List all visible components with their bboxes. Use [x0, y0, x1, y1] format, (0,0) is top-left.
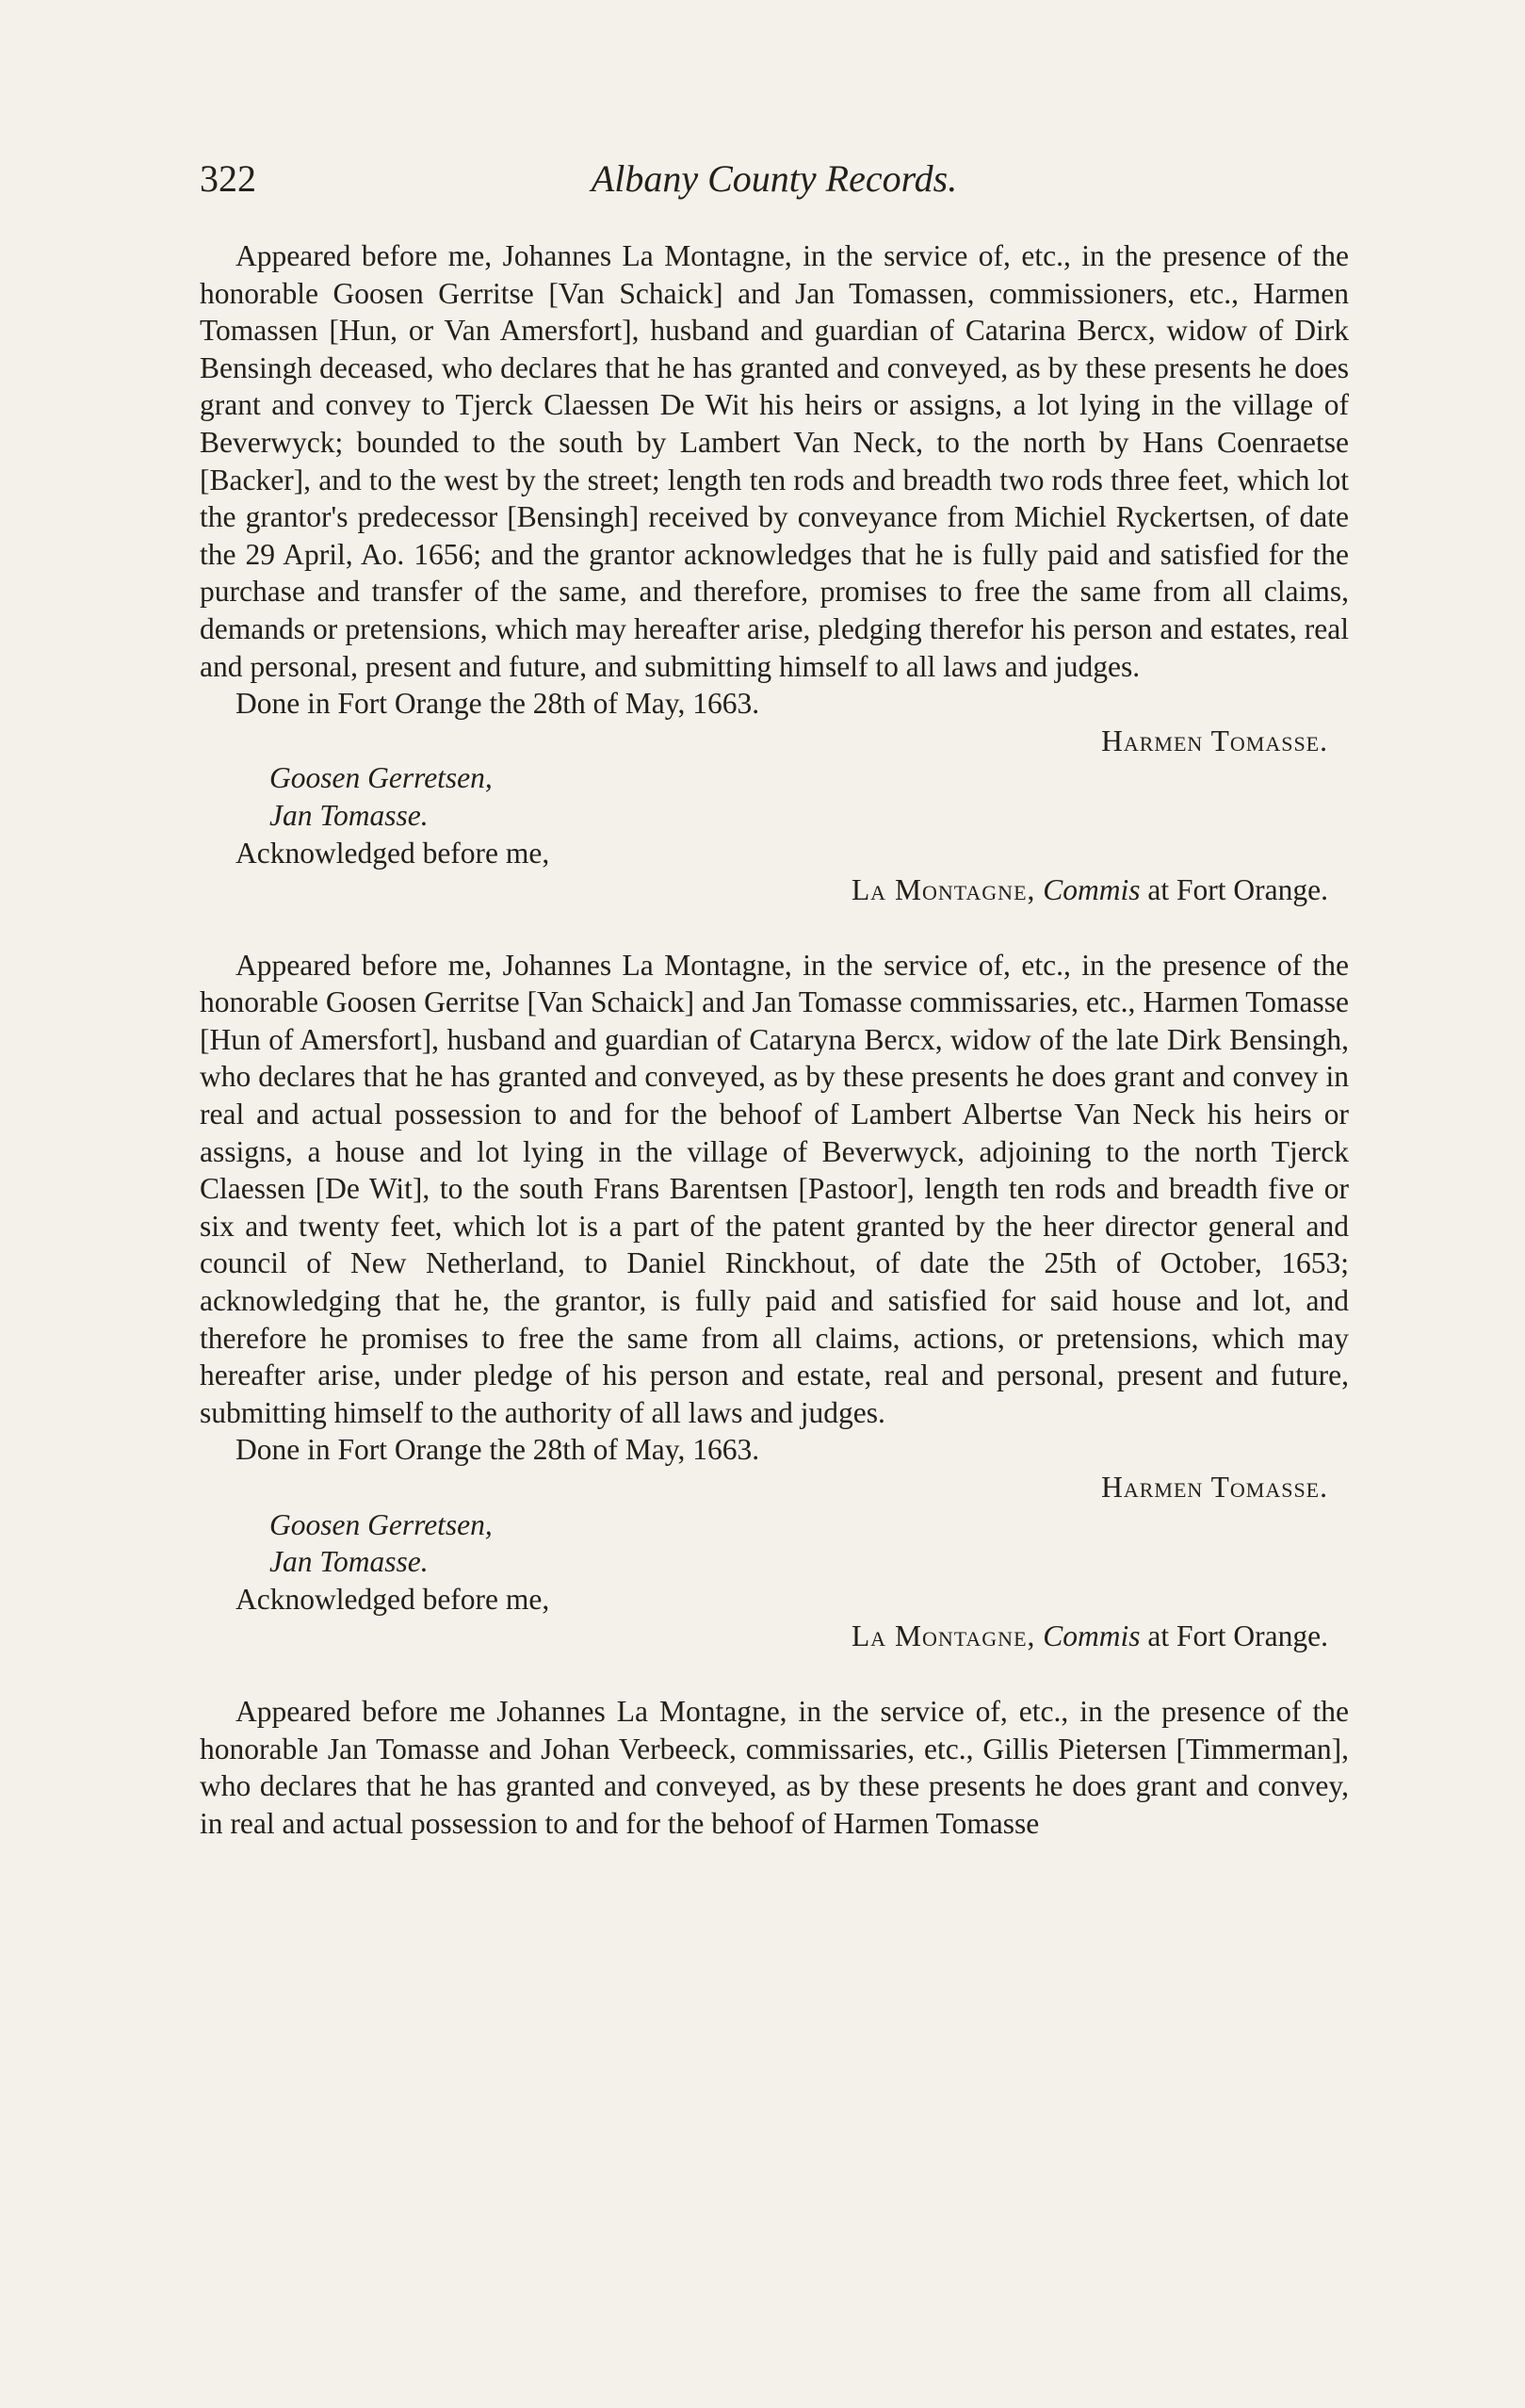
commissary-place: at Fort Orange.	[1147, 1619, 1328, 1653]
page-number: 322	[200, 157, 256, 200]
acknowledgment-line: Acknowledged before me,	[235, 836, 550, 870]
witness-name: Jan Tomasse.	[269, 1545, 429, 1579]
page-header	[200, 151, 1349, 207]
commissary-name: La Montagne,	[851, 873, 1036, 907]
entry-body: Appeared before me, Johannes La Montagne, in the service of, etc., in the presence of the honorable Goosen Gerritse [Van Schaick] and Jan Tomasse commissaries, etc., Harmen Tomasse [Hun of Amersfort], husband and guardian of Cataryna Bercx, widow of the late Dirk Bensingh, who declares that he has granted and conveyed, as by these presents he does grant and convey in real and actual possession to and for the behoof of Lambert Albertse Van Neck his heirs or assigns, a house and lot lying in the village of Beverwyck, adjoining to the north Tjerck Claessen [De Wit], to the south Frans Barentsen [Pastoor], length ten rods and breadth five or six and twenty feet, which lot is a part of the patent granted by the heer director general and council of New Netherland, to Daniel Rinckhout, of date the 25th of October, 1653; acknowledging that he, the grantor, is fully paid and satisfied for said house and lot, and therefore he promises to free the same from all claims, actions, or pretensions, which may hereafter arise, under pledge of his person and estate, real and personal, present and future, submitting himself to the authority of all laws and judges.	[200, 948, 1349, 1429]
deed-entry-2	[200, 947, 1349, 1655]
acknowledgment-line: Acknowledged before me,	[235, 1582, 550, 1616]
signature: Harmen Tomasse.	[1101, 724, 1328, 757]
commissary-title: Commis	[1043, 873, 1141, 907]
witness-name: Goosen Gerretsen,	[269, 1507, 493, 1541]
entry-separator	[200, 1655, 1349, 1693]
commissary-title: Commis	[1043, 1619, 1141, 1653]
done-line: Done in Fort Orange the 28th of May, 1663.	[235, 687, 760, 721]
entry-separator	[200, 909, 1349, 947]
witness-name: Goosen Gerretsen,	[269, 761, 493, 795]
done-line: Done in Fort Orange the 28th of May, 1663.	[235, 1433, 760, 1467]
entry-body: Appeared before me, Johannes La Montagne, in the service of, etc., in the presence of the honorable Goosen Gerritse [Van Schaick] and Jan Tomassen, commissioners, etc., Harmen Tomassen [Hun, or Van Amersfort], husband and guardian of Catarina Bercx, widow of Dirk Bensingh deceased, who declares that he has granted and conveyed, as by these presents he does grant and convey to Tjerck Claessen De Wit his heirs or assigns, a lot lying in the village of Beverwyck; bounded to the south by Lambert Van Neck, to the north by Hans Coenraetse [Backer], and to the west by the street; length ten rods and breadth two rods three feet, which lot the grantor's predecessor [Bensingh] received by conveyance from Michiel Ryckertsen, of date the 29 April, Ao. 1656; and the grantor acknowledges that he is fully paid and satisfied for the purchase and transfer of the same, and therefore, promises to free the same from all claims, demands or pretensions, which may hereafter arise, pledging therefor his person and estates, real and personal, present and future, and submitting himself to all laws and judges.	[200, 239, 1349, 683]
deed-entry-1	[200, 237, 1349, 909]
commissary-place: at Fort Orange.	[1147, 873, 1328, 907]
commissary-line	[200, 871, 1349, 909]
page-content	[200, 237, 1349, 1842]
deed-entry-3	[200, 1693, 1349, 1842]
witness-name: Jan Tomasse.	[269, 798, 429, 832]
entry-body: Appeared before me Johannes La Montagne, in the service of, etc., in the presence of the honorable Jan Tomasse and Johan Verbeeck, commissaries, etc., Gillis Pietersen [Timmerman], who declares that he has granted and conveyed, as by these presents he does grant and convey, in real and actual possession to and for the behoof of Harmen Tomasse	[200, 1694, 1349, 1840]
running-title: Albany County Records.	[591, 157, 958, 200]
signature: Harmen Tomasse.	[1101, 1471, 1328, 1504]
commissary-name: La Montagne,	[851, 1619, 1036, 1653]
commissary-line	[200, 1618, 1349, 1655]
